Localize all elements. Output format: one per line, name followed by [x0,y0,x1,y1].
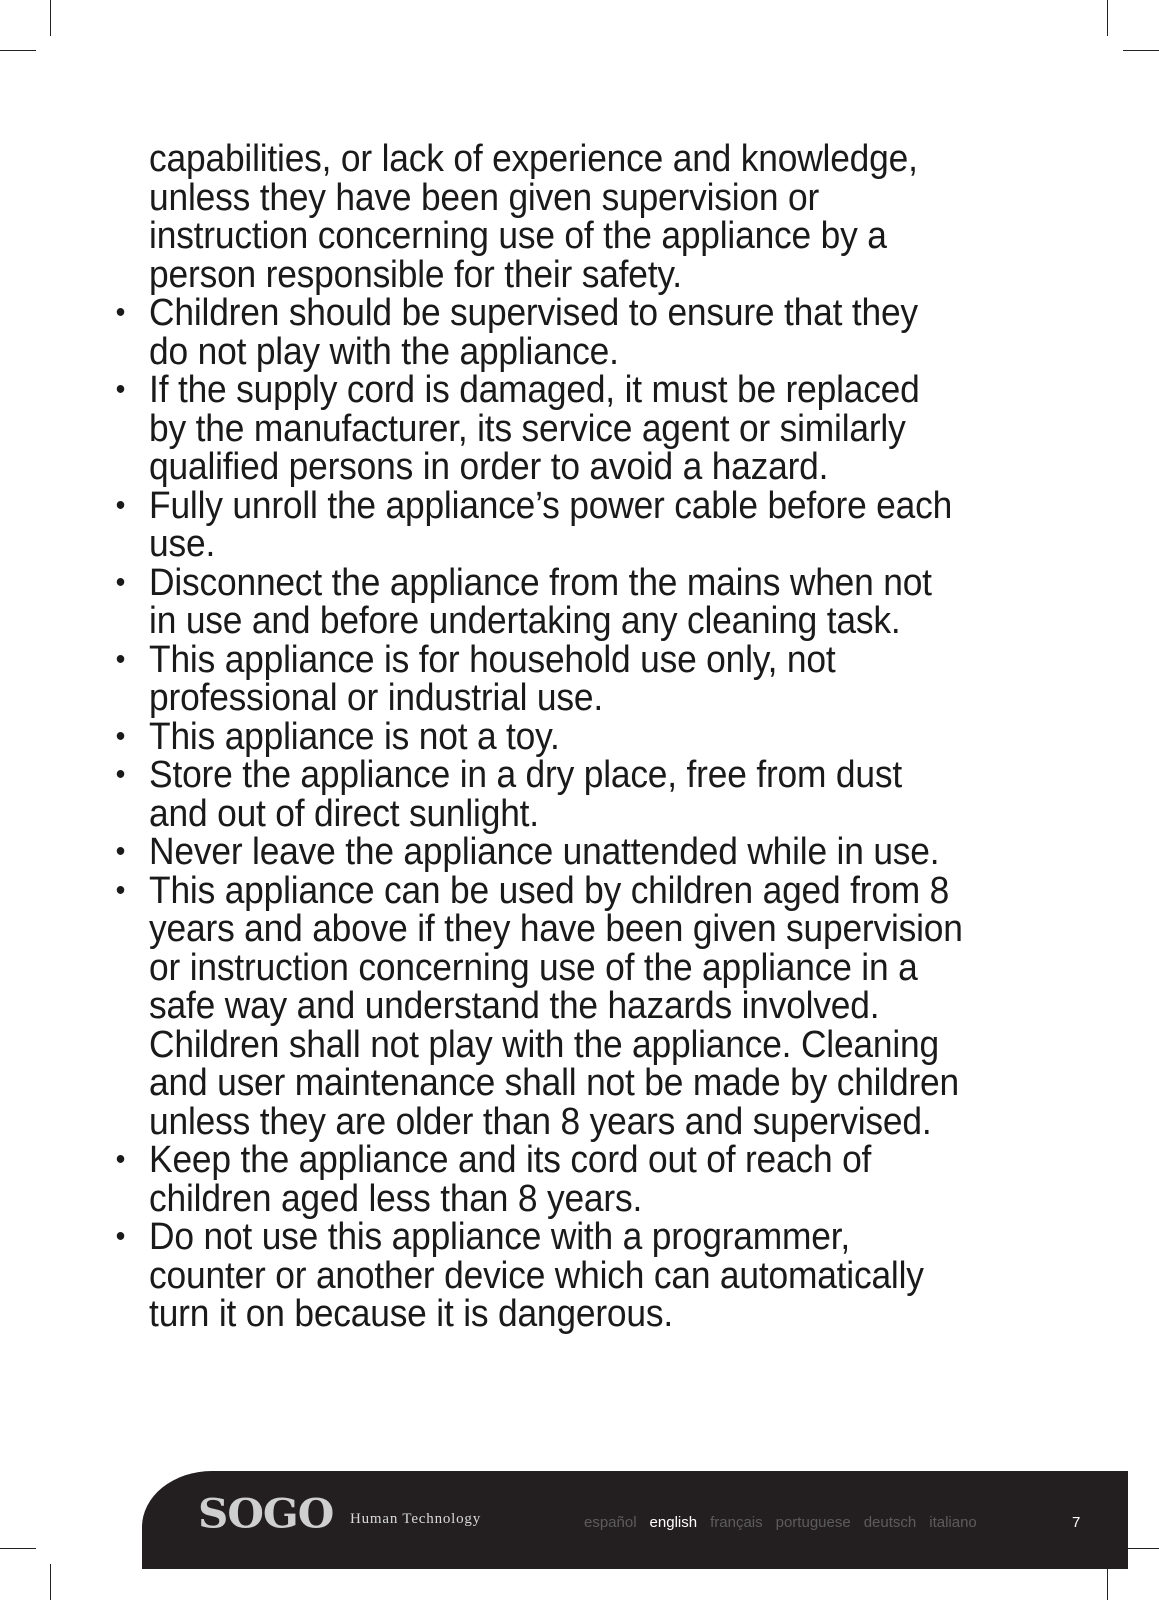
bullet-dot: • [115,1143,126,1176]
bullet-dot: • [115,1220,126,1253]
safety-instructions [110,140,966,1334]
bullet-text: This appliance can be used by children aged from 8 years and above if they have been given supervision or instruction concerning use of the appliance in a safe way and understand the hazards involved. Children shall not play with the appliance. Cleaning and user maintenance shall not be made by children unless they are older than 8 years and supervised. [149,869,963,1143]
bullet-text: Keep the appliance and its cord out of reach of children aged less than 8 years. [149,1139,872,1220]
crop-mark [50,1564,51,1600]
bullet-text: Store the appliance in a dry place, free from dust and out of direct sunlight. [149,754,902,835]
language-français[interactable]: français [710,1514,763,1531]
crop-mark [0,1548,36,1549]
bullet-dot: • [115,565,126,599]
bullet-item [110,1218,966,1334]
crop-mark [50,0,51,36]
language-italiano[interactable]: italiano [929,1514,977,1531]
page-number: 7 [1072,1514,1081,1531]
bullet-text: Do not use this appliance with a programmer, counter or another device which can automatically turn it on because it is dangerous. [149,1216,924,1335]
lead-paragraph: capabilities, or lack of experience and knowledge, unless they have been given supervision or instruction concerning use of the appliance by a person responsible for their safety. [149,138,918,296]
brand-logo: SOGO [198,1490,334,1537]
bullet-dot: • [115,835,126,868]
bullet-item [110,561,966,642]
bullet-text: This appliance is not a toy. [149,715,560,758]
brand-tagline: Human Technology [350,1511,482,1527]
bullet-text: This appliance is for household use only, not professional or industrial use. [149,638,836,719]
language-portuguese[interactable]: portuguese [775,1514,851,1531]
bullet-dot: • [115,488,126,522]
bullet-dot: • [115,642,126,676]
bullet-text: Disconnect the appliance from the mains when not in use and before undertaking any cleaning task. [149,561,932,642]
bullet-item [110,484,966,565]
bullet-item [110,638,966,719]
bullet-text: Fully unroll the appliance’s power cable before each use. [149,484,953,565]
language-español[interactable]: español [584,1514,637,1531]
bullet-item [110,294,966,371]
bullet-item [110,371,966,487]
crop-mark [0,50,36,51]
bullet-item [110,869,966,1143]
bullet-item [110,1141,966,1218]
bullet-dot: • [115,373,126,406]
bullet-item [110,715,966,758]
language-deutsch[interactable]: deutsch [863,1514,917,1531]
crop-mark [1107,1564,1108,1600]
footer-bar [142,1471,1128,1569]
bullet-dot: • [115,719,126,753]
bullet-dot: • [115,758,126,791]
bullet-list [110,294,966,1334]
bullet-text: If the supply cord is damaged, it must be replaced by the manufacturer, its service agent or similarly qualified persons in order to avoid a hazard. [149,369,920,488]
bullet-item [110,756,966,833]
bullet-text: Never leave the appliance unattended while in use. [149,831,940,873]
crop-mark [1123,50,1159,51]
bullet-dot: • [115,296,126,329]
crop-mark [1107,0,1108,36]
language-list [584,1514,990,1531]
bullet-item [110,833,966,872]
crop-mark [1123,1548,1159,1549]
bullet-text: Children should be supervised to ensure that they do not play with the appliance. [149,292,918,373]
bullet-dot: • [115,873,126,907]
language-english[interactable]: english [649,1514,698,1531]
